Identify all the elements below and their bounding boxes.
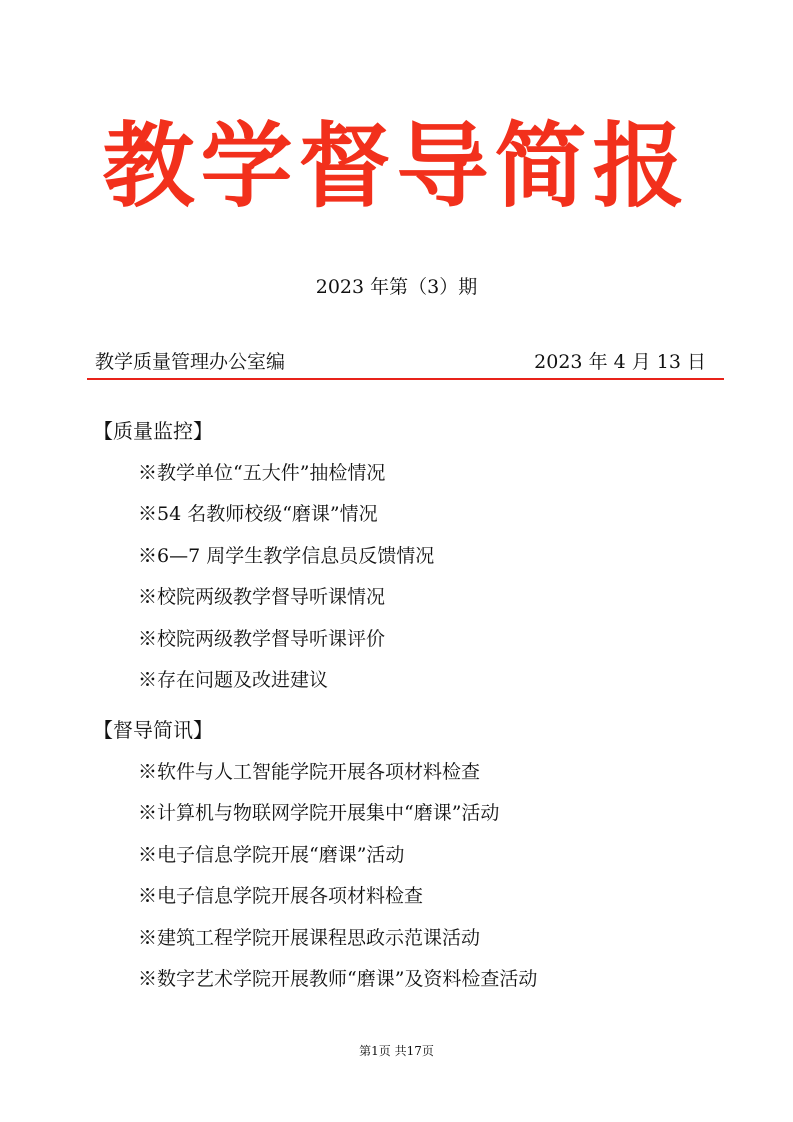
list-item: ※6—7 周学生教学信息员反馈情况 xyxy=(138,544,435,567)
header-divider xyxy=(87,378,724,380)
editor-line xyxy=(87,348,723,378)
list-item: ※54 名教师校级“磨课”情况 xyxy=(138,503,378,525)
list-item: ※教学单位“五大件”抽检情况 xyxy=(138,461,386,484)
list-item: ※校院两级教学督导听课评价 xyxy=(138,627,386,650)
section-item-list xyxy=(93,459,733,695)
list-item: ※建筑工程学院开展课程思政示范课活动 xyxy=(138,926,481,949)
section-supervision-news xyxy=(93,716,733,993)
issue-number: 2023 年第（3）期 xyxy=(315,276,478,298)
masthead-title: 教学督导简报 xyxy=(102,113,691,220)
page-number: 第1页 共17页 xyxy=(359,1044,434,1058)
list-item: ※电子信息学院开展“磨课”活动 xyxy=(138,843,405,866)
publish-date: 2023 年 4 月 13 日 xyxy=(534,351,706,373)
list-item: ※存在问题及改进建议 xyxy=(138,669,329,691)
section-item-list xyxy=(93,758,733,994)
list-item: ※校院两级教学督导听课情况 xyxy=(138,586,386,608)
section-heading: 【督导简讯】 xyxy=(93,718,213,742)
section-quality-monitoring xyxy=(93,417,733,694)
list-item: ※电子信息学院开展各项材料检查 xyxy=(138,885,424,907)
editor-name: 教学质量管理办公室编 xyxy=(95,351,286,373)
section-heading: 【质量监控】 xyxy=(93,419,213,443)
list-item: ※计算机与物联网学院开展集中“磨课”活动 xyxy=(138,802,500,824)
list-item: ※软件与人工智能学院开展各项材料检查 xyxy=(138,760,481,783)
list-item: ※数字艺术学院开展教师“磨课”及资料检查活动 xyxy=(138,968,538,990)
